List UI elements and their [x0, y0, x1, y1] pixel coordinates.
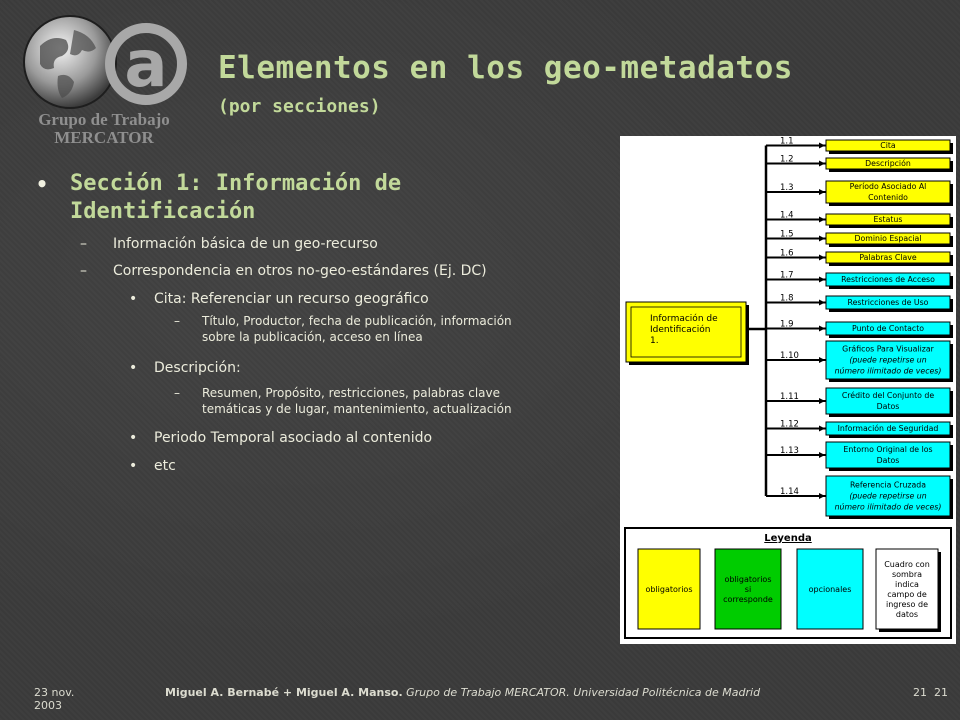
svg-text:a: a	[124, 28, 168, 102]
bullet-dot-icon: •	[129, 291, 138, 307]
arrow-icon	[819, 161, 825, 167]
node-number: 1.2	[780, 154, 794, 165]
node-number: 1.9	[780, 319, 794, 330]
diagram-label: Restricciones de Uso	[847, 298, 929, 308]
node-number: 1.13	[780, 446, 799, 456]
diagram-label: si	[744, 584, 752, 594]
node-number: 1.1	[780, 136, 794, 147]
diagram-node-1-10	[766, 341, 953, 382]
arrow-icon	[819, 217, 825, 223]
diagram-node-1-4	[766, 211, 953, 229]
diagram-label: datos	[895, 609, 919, 619]
bullet-dot-icon: •	[129, 360, 138, 376]
footer-date: 23 nov. 2003	[34, 686, 75, 712]
diagram-node-1-12	[766, 420, 953, 439]
diagram-label: sombra	[891, 569, 923, 579]
node-number: 1.11	[780, 392, 799, 402]
diagram-label: Información de Seguridad	[837, 424, 939, 434]
diagram-node-1-13	[766, 442, 953, 471]
diagram-label: Restricciones de Acceso	[841, 275, 935, 285]
list-item-descripcion-detail: – Resumen, Propósito, restricciones, palabras clave temáticas y de lugar, mantenimiento, actualización	[174, 386, 512, 416]
diagram-label: obligatorios	[724, 574, 772, 584]
node-number: 1.10	[780, 351, 799, 361]
diagram-label: Cuadro con	[884, 559, 930, 569]
diagram-label: Crédito del Conjunto de	[841, 391, 935, 401]
diagram-node-1-11	[766, 388, 953, 417]
section-heading-line1: Sección 1: Información de	[70, 171, 402, 196]
list-item: – Correspondencia en otros no-geo-estándares (Ej. DC)	[80, 263, 487, 279]
node-number: 1.5	[780, 229, 794, 240]
diagram-label: Entorno Original de los	[843, 445, 933, 455]
node-number: 1.4	[780, 210, 794, 221]
node-number: 1.8	[780, 293, 794, 304]
diagram-label: 1.	[650, 336, 659, 347]
footer-page-number: 21 21	[913, 686, 948, 699]
legend-item-optional	[797, 549, 863, 629]
diagram-label: (puede repetirse un	[849, 355, 927, 365]
node-number: 1.7	[780, 270, 794, 281]
diagram-node-1-1	[766, 137, 953, 155]
arrow-icon	[819, 426, 825, 432]
arrow-icon	[819, 300, 825, 306]
arrow-icon	[819, 326, 825, 332]
arrow-icon	[819, 236, 825, 242]
node-number: 1.3	[780, 183, 794, 193]
metadata-diagram	[620, 136, 956, 644]
dash-bullet-icon: –	[80, 236, 87, 252]
list-item-cita: • Cita: Referenciar un recurso geográfico	[129, 291, 429, 307]
diagram-label: Contenido	[868, 193, 908, 203]
arrow-icon	[819, 143, 825, 149]
node-number: 1.6	[780, 248, 794, 259]
arrow-icon	[819, 493, 825, 499]
diagram-node-1-6	[766, 249, 953, 267]
diagram-node-1-2	[766, 155, 953, 173]
list-item: – Información básica de un geo-recurso	[80, 236, 378, 252]
diagram-label: Datos	[876, 402, 900, 412]
footer-authors: Miguel A. Bernabé + Miguel A. Manso.	[165, 686, 403, 699]
legend-title: Leyenda	[764, 533, 812, 544]
title-main: Elementos en los geo-metadatos	[218, 50, 793, 86]
arrow-icon	[819, 452, 825, 458]
section-heading	[36, 170, 606, 226]
diagram-label: Datos	[876, 456, 900, 466]
diagram-label: opcionales	[808, 584, 852, 594]
footer-credits	[165, 686, 760, 699]
dash-bullet-icon: –	[80, 263, 87, 279]
diagram-node-1-8	[766, 294, 953, 313]
diagram-label: Identificación	[650, 325, 711, 336]
slide-content	[36, 170, 606, 475]
diagram-label: Referencia Cruzada	[849, 480, 927, 490]
list-item-cita-detail: – Título, Productor, fecha de publicación, información sobre la publicación, acceso en línea	[174, 314, 512, 344]
diagram-node-1-7	[766, 271, 953, 290]
diagram-label: Información de	[650, 314, 718, 325]
diagram-node-1-3	[766, 181, 953, 206]
legend-item-conditional	[715, 549, 781, 629]
legend-item-mandatory	[638, 549, 700, 629]
diagram-node-1-14	[766, 476, 953, 519]
list-item-periodo: • Periodo Temporal asociado al contenido	[129, 430, 433, 446]
section-heading-line2: Identificación	[70, 199, 256, 224]
diagram-label: Período Asociado Al	[849, 182, 927, 192]
diagram-label: obligatorios	[645, 584, 693, 594]
diagram-label: indica	[895, 579, 919, 589]
node-number: 1.14	[780, 487, 799, 497]
diagram-node-1-5	[766, 230, 953, 248]
mercator-logo	[18, 10, 190, 150]
diagram-label: Descripción	[865, 159, 911, 169]
diagram-label: campo de	[887, 589, 927, 599]
arrow-icon	[819, 189, 825, 195]
diagram-canvas	[620, 136, 956, 644]
logo-text-line2: MERCATOR	[54, 128, 154, 147]
bullet-dot-icon: •	[36, 172, 49, 196]
legend-item-shadow	[876, 549, 941, 632]
diagram-label: Dominio Espacial	[854, 234, 922, 244]
node-number: 1.12	[780, 419, 799, 430]
bullet-dot-icon: •	[129, 458, 138, 474]
title-subtitle: (por secciones)	[218, 96, 381, 117]
arrow-icon	[819, 357, 825, 363]
diagram-label: ingreso de	[885, 599, 929, 609]
root-node	[626, 302, 749, 365]
diagram-label: número ilimitado de veces)	[834, 366, 942, 376]
bullet-dot-icon: •	[129, 430, 138, 446]
slide-title	[218, 50, 793, 117]
diagram-label: Punto de Contacto	[851, 324, 925, 334]
diagram-label: Palabras Clave	[859, 253, 917, 263]
diagram-label: Cita	[880, 141, 896, 151]
diagram-label: (puede repetirse un	[849, 491, 927, 501]
diagram-label: corresponde	[723, 594, 773, 604]
diagram-node-1-9	[766, 320, 953, 339]
list-item-descripcion: • Descripción:	[129, 360, 241, 376]
logo-text-line1: Grupo de Trabajo	[38, 110, 170, 129]
dash-bullet-icon: –	[174, 314, 180, 328]
arrow-icon	[819, 398, 825, 404]
diagram-label: Estatus	[873, 215, 903, 225]
footer-group: Grupo de Trabajo MERCATOR. Universidad Politécnica de Madrid	[406, 686, 761, 699]
diagram-label: Gráficos Para Visualizar	[842, 344, 934, 354]
diagram-label: número ilimitado de veces)	[834, 502, 942, 512]
dash-bullet-icon: –	[174, 386, 180, 400]
list-item-etc: • etc	[129, 458, 176, 474]
arrow-icon	[819, 277, 825, 283]
arrow-icon	[819, 255, 825, 261]
